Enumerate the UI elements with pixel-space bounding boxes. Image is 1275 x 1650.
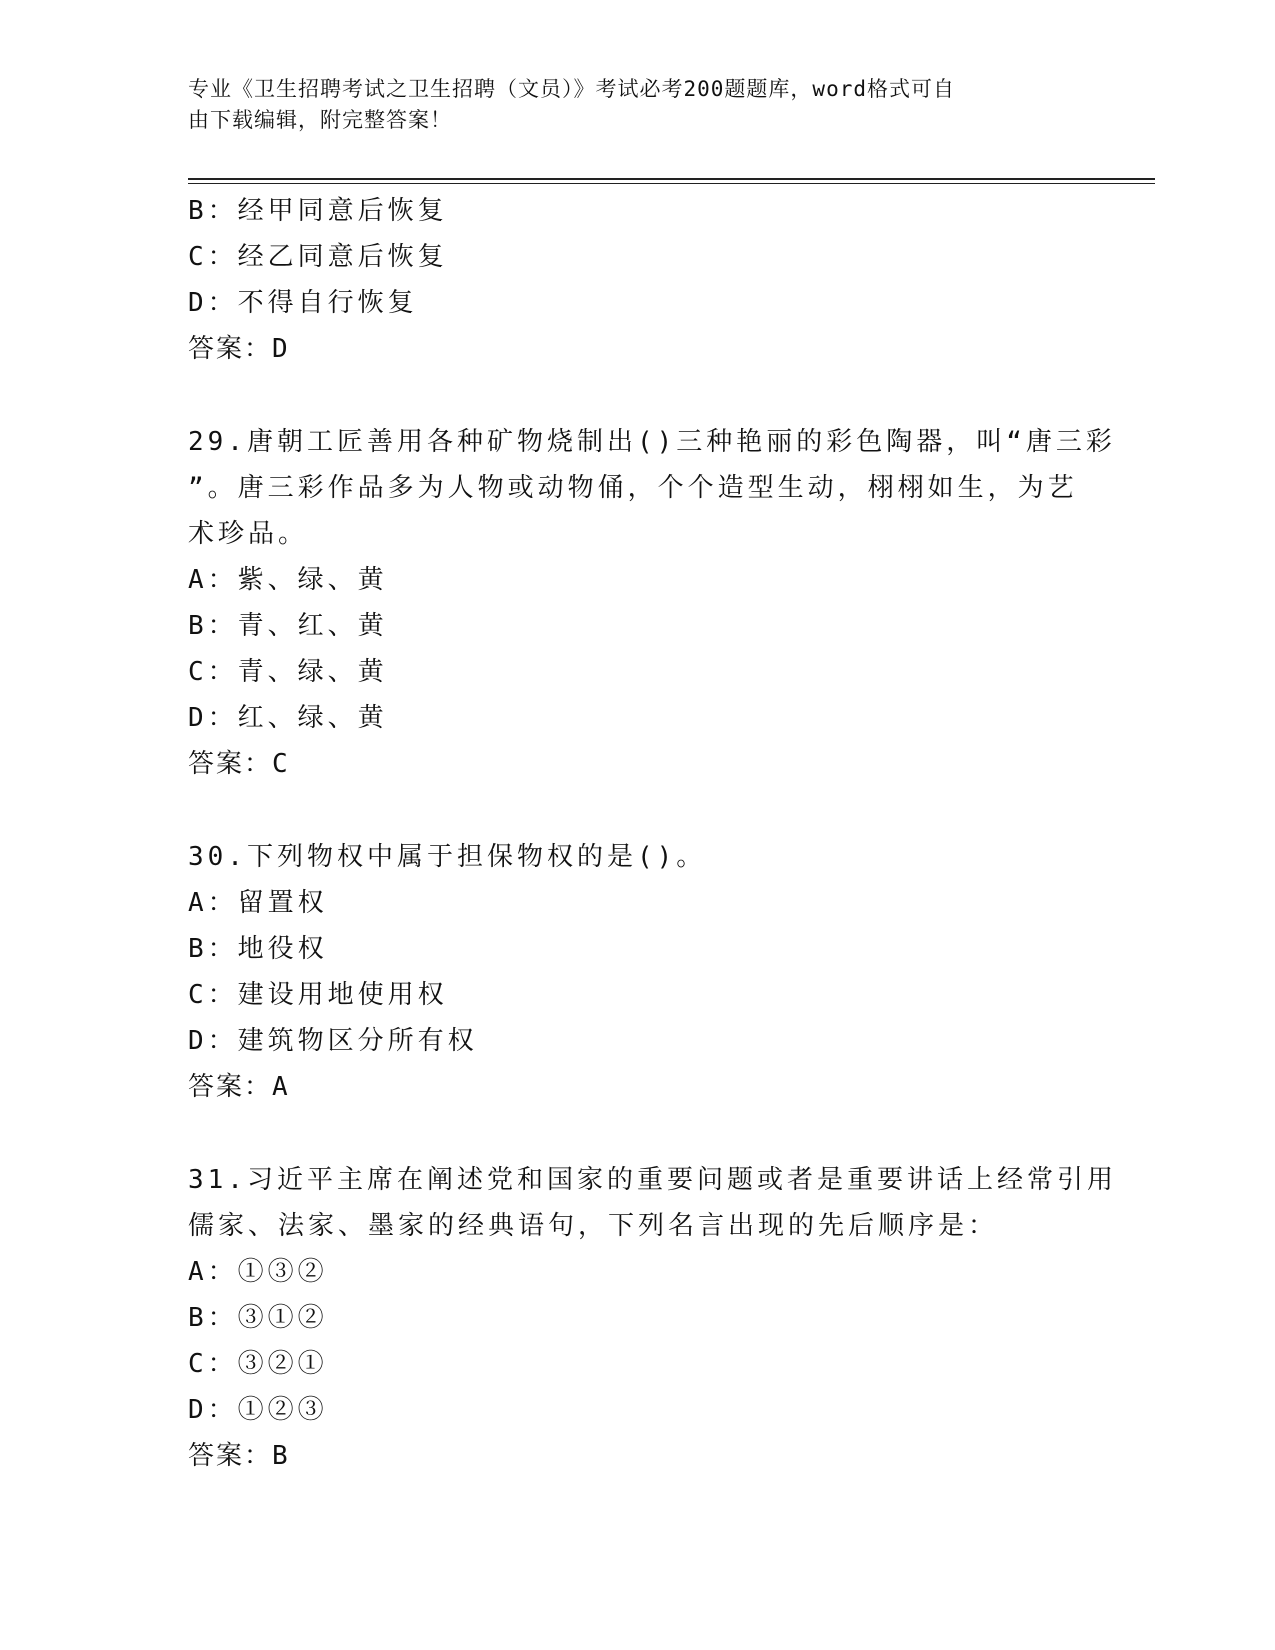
question-28-tail [188, 188, 1088, 372]
question-text-line: ”。唐三彩作品多为人物或动物俑，个个造型生动，栩栩如生，为艺 [188, 473, 1078, 503]
option-a: A：紫、绿、黄 [188, 565, 388, 595]
spacer [188, 1110, 1088, 1157]
option-c: C：经乙同意后恢复 [188, 242, 448, 272]
option-c: C：③②① [188, 1349, 328, 1379]
option-d: D：不得自行恢复 [188, 288, 418, 318]
option-b: B：经甲同意后恢复 [188, 196, 448, 226]
option-d: D：建筑物区分所有权 [188, 1026, 478, 1056]
header-line-2: 由下载编辑，附完整答案！ [188, 108, 452, 132]
spacer [188, 372, 1088, 419]
option-a: A：留置权 [188, 888, 328, 918]
question-text-line: 术珍品。 [188, 519, 309, 549]
option-c: C：青、绿、黄 [188, 657, 388, 687]
option-d: D：①②③ [188, 1395, 328, 1425]
answer: 答案：B [188, 1441, 290, 1471]
document-header [188, 74, 1088, 136]
question-29 [188, 419, 1116, 787]
question-text-line: 儒家、法家、墨家的经典语句，下列名言出现的先后顺序是： [188, 1211, 999, 1241]
option-b: B：③①② [188, 1303, 328, 1333]
question-30 [188, 834, 1088, 1110]
option-b: B：青、红、黄 [188, 611, 388, 641]
option-b: B：地役权 [188, 934, 328, 964]
header-divider [188, 178, 1155, 184]
option-c: C：建设用地使用权 [188, 980, 448, 1010]
question-text-line: 31.习近平主席在阐述党和国家的重要问题或者是重要讲话上经常引用 [188, 1165, 1117, 1195]
option-d: D：红、绿、黄 [188, 703, 388, 733]
question-list [188, 188, 1117, 1479]
question-text-line: 30.下列物权中属于担保物权的是()。 [188, 842, 707, 872]
answer: 答案：A [188, 1072, 290, 1102]
answer: 答案：C [188, 749, 290, 779]
option-a: A：①③② [188, 1257, 328, 1287]
question-31 [188, 1157, 1117, 1479]
spacer [188, 787, 1088, 834]
answer: 答案：D [188, 334, 290, 364]
question-text-line: 29.唐朝工匠善用各种矿物烧制出()三种艳丽的彩色陶器，叫“唐三彩 [188, 427, 1116, 457]
header-line-1: 专业《卫生招聘考试之卫生招聘（文员）》考试必考200题题库，word格式可自 [188, 77, 955, 101]
